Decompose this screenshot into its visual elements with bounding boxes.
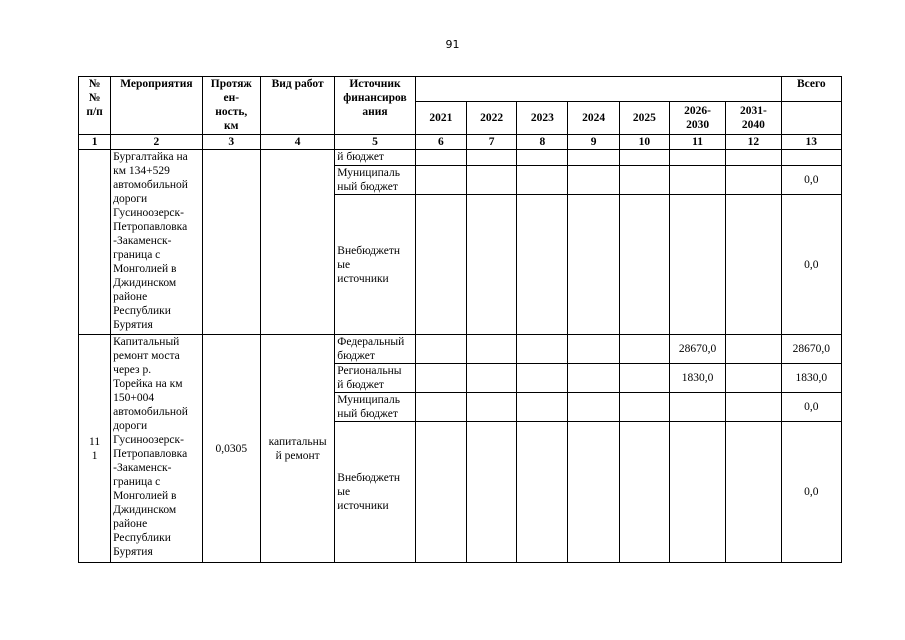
- block2-value-2026: [669, 393, 725, 422]
- block2-value-2026: 28670,0: [669, 335, 725, 364]
- block1-source: Внебюджетн ые источники: [335, 195, 415, 335]
- column-number: 4: [260, 135, 334, 150]
- block2-source: Региональны й бюджет: [335, 364, 415, 393]
- header-source: Источник финансиров ания: [335, 77, 415, 135]
- column-number: 9: [568, 135, 619, 150]
- header-event: Мероприятия: [111, 77, 202, 135]
- header-total-spacer: [781, 102, 841, 135]
- column-number: 2: [111, 135, 202, 150]
- table-row: [79, 335, 842, 364]
- column-number: 6: [415, 135, 466, 150]
- block1-value-2026: [669, 195, 725, 335]
- block2-value-2026: 1830,0: [669, 364, 725, 393]
- column-number: 7: [466, 135, 516, 150]
- block2-value-2026: [669, 422, 725, 563]
- column-number: 3: [202, 135, 260, 150]
- table-row: [79, 150, 842, 166]
- block1-value-2026: [669, 166, 725, 195]
- block2-work-type: капитальны й ремонт: [260, 335, 334, 563]
- column-number: 8: [517, 135, 568, 150]
- block1-total: 0,0: [781, 195, 841, 335]
- column-number: 1: [79, 135, 111, 150]
- column-number: 10: [619, 135, 669, 150]
- block2-total: 1830,0: [781, 364, 841, 393]
- block1-event: Бургалтайка на км 134+529 автомобильной дороги Гусиноозерск- Петропавловка -Закаменск- граница с Монголией в Джидинском районе Республики Бурятия: [111, 150, 202, 335]
- column-number: 13: [781, 135, 841, 150]
- block2-source: Федеральный бюджет: [335, 335, 415, 364]
- block1-length: [202, 150, 260, 335]
- header-length: Протяж ен- ность, км: [202, 77, 260, 135]
- block1-source: Муниципаль ный бюджет: [335, 166, 415, 195]
- block1-total: [781, 150, 841, 166]
- block2-length: 0,0305: [202, 335, 260, 563]
- header-total: Всего: [781, 77, 841, 102]
- block1-num: [79, 150, 111, 335]
- column-number: 12: [726, 135, 781, 150]
- header-num: № № п/п: [79, 77, 111, 135]
- header-year: 2022: [466, 102, 516, 135]
- header-year: 2026- 2030: [669, 102, 725, 135]
- block2-source: Муниципаль ный бюджет: [335, 393, 415, 422]
- column-number: 5: [335, 135, 415, 150]
- block2-event: Капитальный ремонт моста через р. Торейка на км 150+004 автомобильной дороги Гусиноозерск- Петропавловка -Закаменск- граница с Монголией в Джидинском районе Республики Бурятия: [111, 335, 202, 563]
- header-year: 2025: [619, 102, 669, 135]
- block2-total: 0,0: [781, 393, 841, 422]
- header-year: 2024: [568, 102, 619, 135]
- header-years-group: [415, 77, 781, 102]
- block1-source: й бюджет: [335, 150, 415, 166]
- block1-work-type: [260, 150, 334, 335]
- block1-value-2026: [669, 150, 725, 166]
- financing-table: [78, 76, 842, 563]
- block2-source: Внебюджетн ые источники: [335, 422, 415, 563]
- block2-total: 28670,0: [781, 335, 841, 364]
- header-work-type: Вид работ: [260, 77, 334, 135]
- column-number: 11: [669, 135, 725, 150]
- block2-total: 0,0: [781, 422, 841, 563]
- header-year: 2023: [517, 102, 568, 135]
- page-number: 91: [445, 38, 460, 51]
- header-year: 2021: [415, 102, 466, 135]
- header-year: 2031- 2040: [726, 102, 781, 135]
- block1-total: 0,0: [781, 166, 841, 195]
- block2-num: 11 1: [79, 335, 111, 563]
